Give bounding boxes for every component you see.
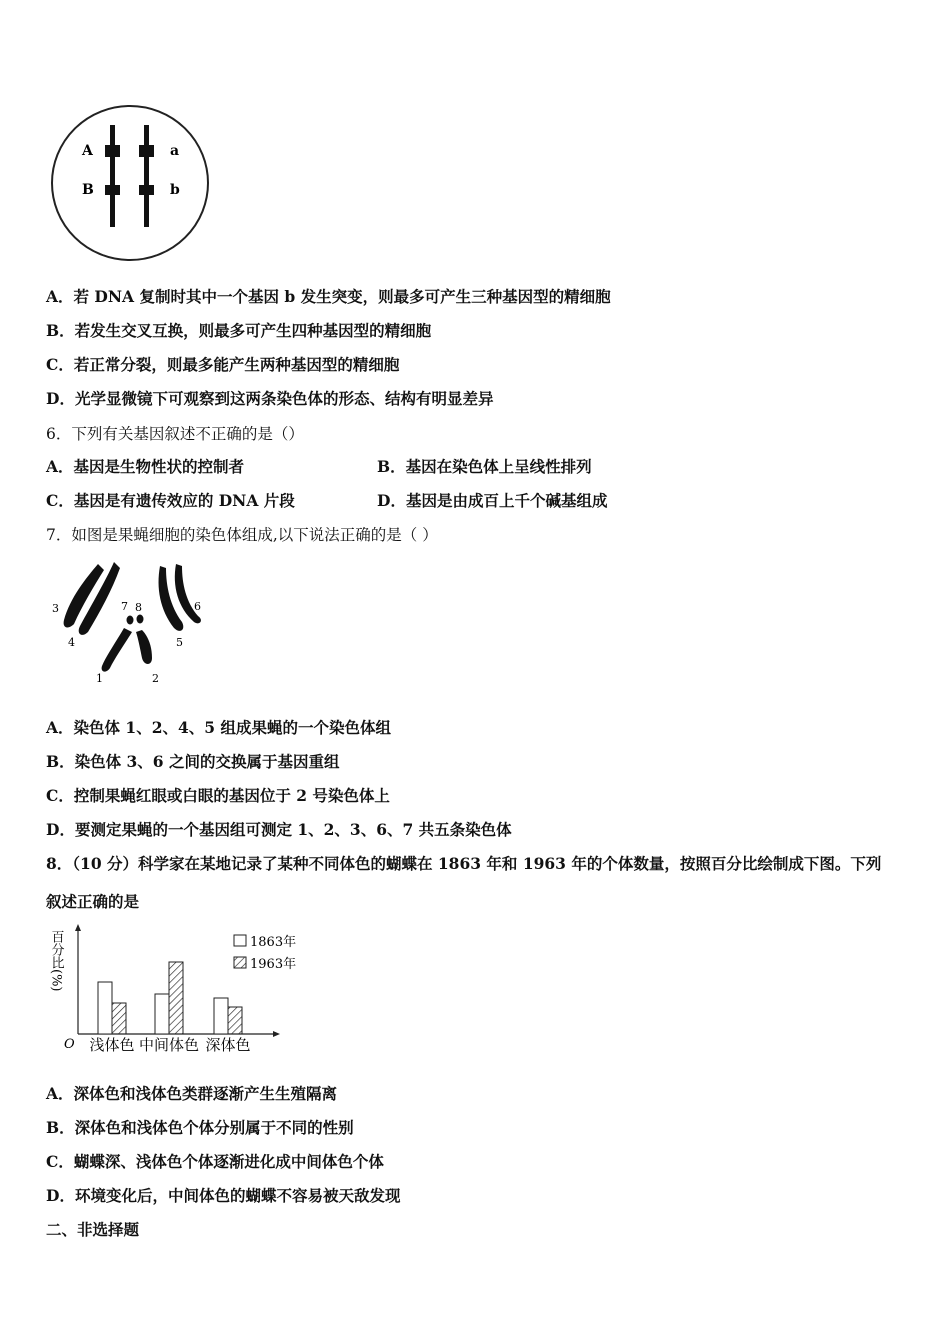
chromosome-label-2: 2 <box>152 672 159 685</box>
q6-option-b: B．基因在染色体上呈线性排列 <box>377 457 592 476</box>
q8-stem-line1: 8．（10 分）科学家在某地记录了某种不同体色的蝴蝶在 1863 年和 1963 年的个体数量，按照百分比绘制成下图。下列 <box>46 854 882 873</box>
figure-cell-chromosomes <box>48 103 213 263</box>
bar-1863-2 <box>214 998 228 1034</box>
q7-option-c: C．控制果蝇红眼或白眼的基因位于 2 号染色体上 <box>46 786 390 805</box>
gene-label-b: b <box>170 182 180 198</box>
origin-label: O <box>64 1037 75 1052</box>
x-axis-arrow <box>273 1031 280 1037</box>
q5-option-c: C．若正常分裂，则最多能产生两种基因型的精细胞 <box>46 355 400 374</box>
q8-option-b: B．深体色和浅体色个体分别属于不同的性别 <box>46 1118 354 1137</box>
section-2-heading: 二、非选择题 <box>46 1220 140 1239</box>
x-tick-label-0: 浅体色 <box>89 1036 135 1054</box>
q8-option-d: D．环境变化后，中间体色的蝴蝶不容易被天敌发现 <box>46 1186 401 1205</box>
q6-stem: 6．下列有关基因叙述不正确的是（） <box>46 425 304 443</box>
bar-1863-0 <box>98 982 112 1034</box>
q6-option-c: C．基因是有遗传效应的 DNA 片段 <box>46 491 295 510</box>
chromosome-label-1: 1 <box>96 672 103 685</box>
chromosome-label-7: 7 <box>121 600 128 613</box>
chromosome-label-5: 5 <box>176 636 183 649</box>
figure-fruitfly-chromosomes <box>48 558 218 688</box>
q7-option-b: B．染色体 3、6 之间的交换属于基因重组 <box>46 752 340 771</box>
q5-option-b: B．若发生交叉互换，则最多可产生四种基因型的精细胞 <box>46 321 432 340</box>
q5-option-a: A．若 DNA 复制时其中一个基因 b 发生突变，则最多可产生三种基因型的精细胞 <box>46 287 611 306</box>
bar-1963-2 <box>228 1007 242 1034</box>
q6-option-d: D．基因是由成百上千个碱基组成 <box>377 491 608 510</box>
gene-label-a: a <box>170 143 180 159</box>
x-tick-label-2: 深体色 <box>205 1036 251 1054</box>
butterfly-color-bar-chart <box>48 920 318 1060</box>
chromosome-label-3: 3 <box>52 602 59 615</box>
y-axis-arrow <box>75 924 81 931</box>
q8-stem-line2: 叙述正确的是 <box>46 892 140 911</box>
q5-option-d: D．光学显微镜下可观察到这两条染色体的形态、结构有明显差异 <box>46 389 494 408</box>
bar-1963-1 <box>169 962 183 1034</box>
q8-option-c: C．蝴蝶深、浅体色个体逐渐进化成中间体色个体 <box>46 1152 384 1171</box>
x-tick-label-1: 中间体色 <box>138 1036 200 1054</box>
chromosome-label-6: 6 <box>194 600 201 613</box>
legend-swatch-1963 <box>234 957 246 968</box>
q7-stem: 7．如图是果蝇细胞的染色体组成,以下说法正确的是（ ） <box>46 526 438 544</box>
legend-label-1963: 1963年 <box>250 957 297 972</box>
q7-option-a: A．染色体 1、2、4、5 组成果蝇的一个染色体组 <box>46 718 391 737</box>
chromosome-label-8: 8 <box>135 601 142 614</box>
q8-option-a: A．深体色和浅体色类群逐渐产生生殖隔离 <box>46 1084 338 1103</box>
chromosome-label-4: 4 <box>68 636 75 649</box>
q7-option-d: D．要测定果蝇的一个基因组可测定 1、2、3、6、7 共五条染色体 <box>46 820 512 839</box>
y-axis-label: 百分比(%) <box>48 930 64 992</box>
gene-label-A: A <box>82 143 93 159</box>
gene-label-B: B <box>82 182 94 198</box>
bar-1863-1 <box>155 994 169 1034</box>
q6-option-a: A．基因是生物性状的控制者 <box>46 457 245 476</box>
bar-1963-0 <box>112 1003 126 1034</box>
legend-label-1863: 1863年 <box>250 935 297 950</box>
legend-swatch-1863 <box>234 935 246 946</box>
